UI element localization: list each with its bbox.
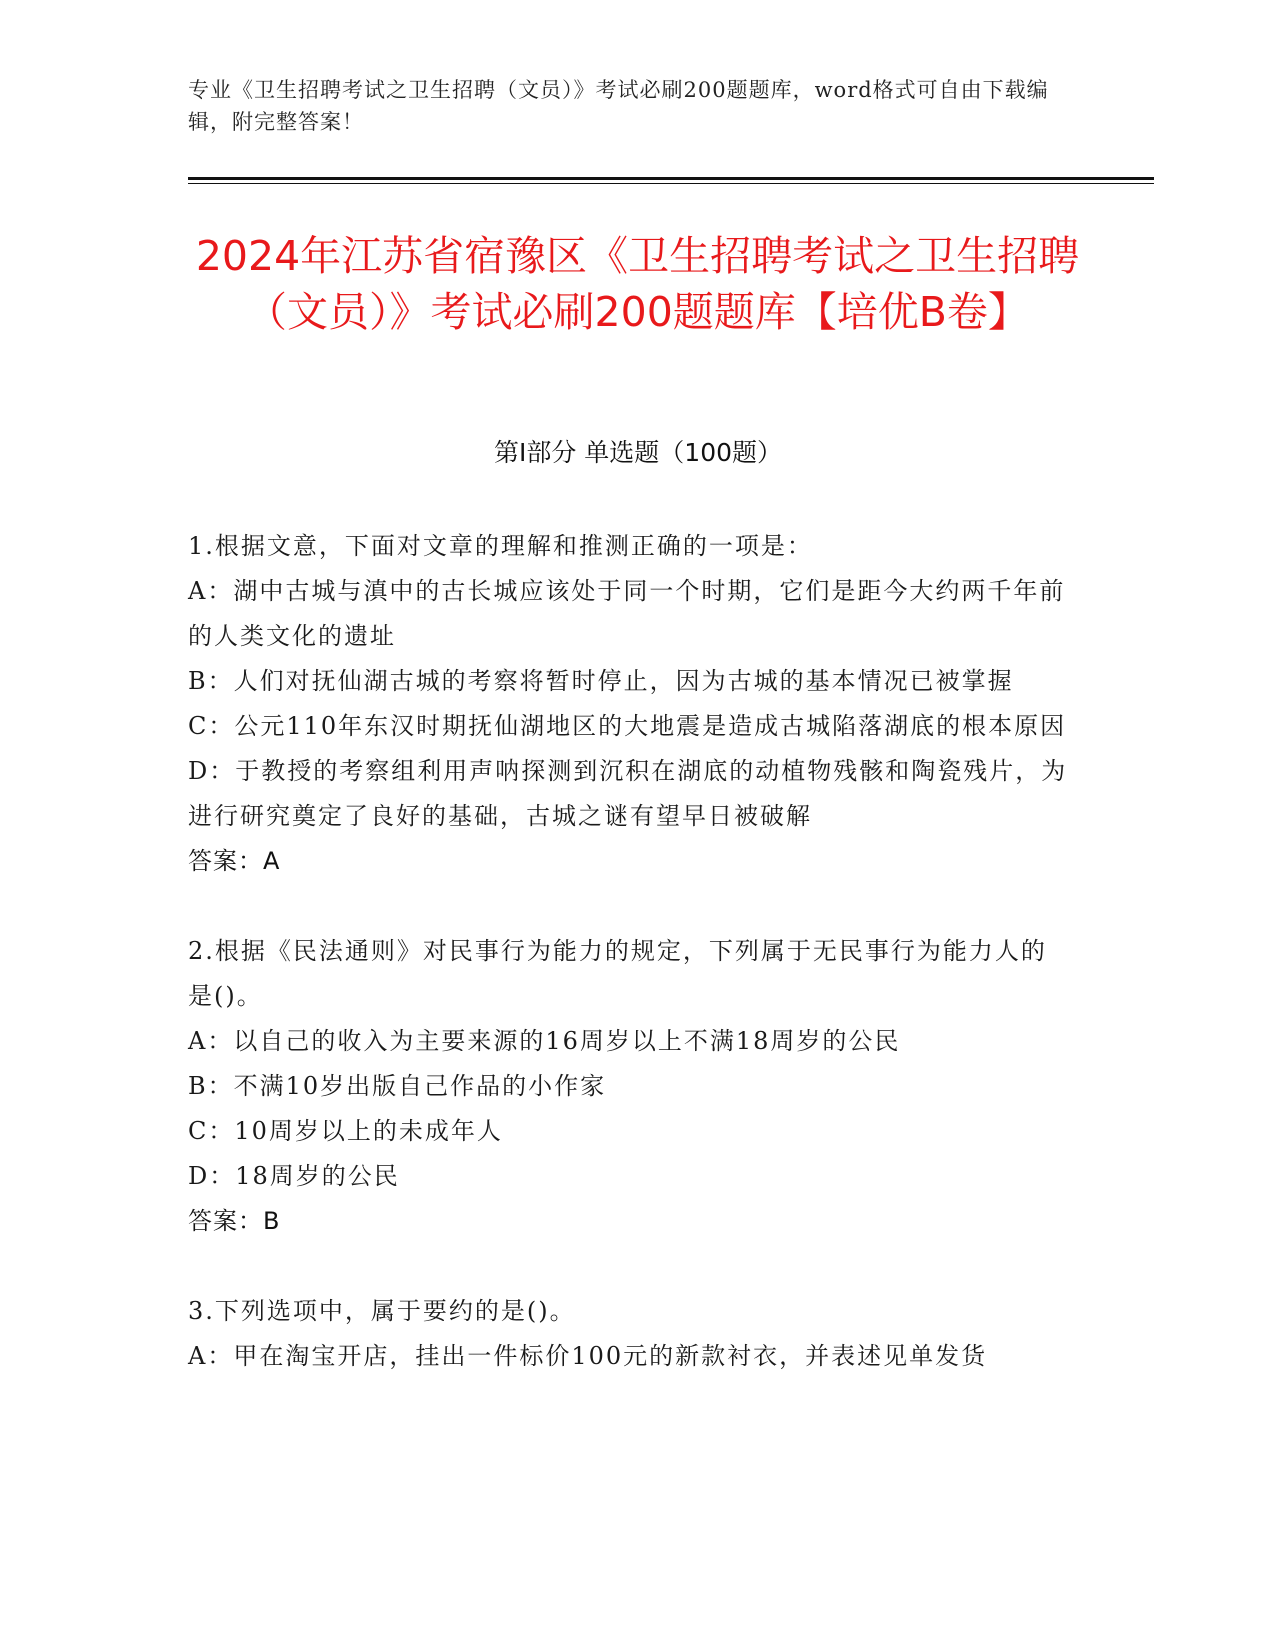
question-stem: 3.下列选项中，属于要约的是()。 bbox=[188, 1297, 576, 1325]
answer-line: 答案：B bbox=[188, 1207, 281, 1235]
option-b: B：人们对抚仙湖古城的考察将暂时停止，因为古城的基本情况已被掌握 bbox=[188, 667, 1014, 695]
answer-line: 答案：A bbox=[188, 847, 281, 875]
document-title: 2024年江苏省宿豫区《卫生招聘考试之卫生招聘（文员）》考试必刷200题题库【培优B卷】 bbox=[195, 232, 1080, 336]
question-list bbox=[188, 524, 1068, 1424]
header-note: 专业《卫生招聘考试之卫生招聘（文员）》考试必刷200题题库，word格式可自由下载编辑，附完整答案！ bbox=[188, 78, 1049, 134]
option-d: D：18周岁的公民 bbox=[188, 1162, 400, 1190]
question-1 bbox=[188, 524, 1068, 884]
header-rule-thick bbox=[188, 177, 1154, 180]
question-2 bbox=[188, 929, 1068, 1244]
option-c: C：10周岁以上的未成年人 bbox=[188, 1117, 503, 1145]
option-a: A：以自己的收入为主要来源的16周岁以上不满18周岁的公民 bbox=[188, 1027, 901, 1055]
question-stem: 2.根据《民法通则》对民事行为能力的规定，下列属于无民事行为能力人的是()。 bbox=[188, 937, 1047, 1010]
question-stem: 1.根据文意，下面对文章的理解和推测正确的一项是： bbox=[188, 532, 813, 560]
option-d: D：于教授的考察组利用声呐探测到沉积在湖底的动植物残骸和陶瓷残片，为进行研究奠定了良好的基础，古城之谜有望早日被破解 bbox=[188, 757, 1068, 830]
option-a: A：湖中古城与滇中的古长城应该处于同一个时期，它们是距今大约两千年前的人类文化的遗址 bbox=[188, 577, 1066, 650]
section-title: 第I部分 单选题（100题） bbox=[493, 438, 783, 467]
option-b: B：不满10岁出版自己作品的小作家 bbox=[188, 1072, 607, 1100]
question-3 bbox=[188, 1289, 1068, 1379]
header-rule-thin bbox=[188, 183, 1154, 184]
option-c: C：公元110年东汉时期抚仙湖地区的大地震是造成古城陷落湖底的根本原因 bbox=[188, 712, 1067, 740]
option-a: A：甲在淘宝开店，挂出一件标价100元的新款衬衣，并表述见单发货 bbox=[188, 1342, 988, 1370]
